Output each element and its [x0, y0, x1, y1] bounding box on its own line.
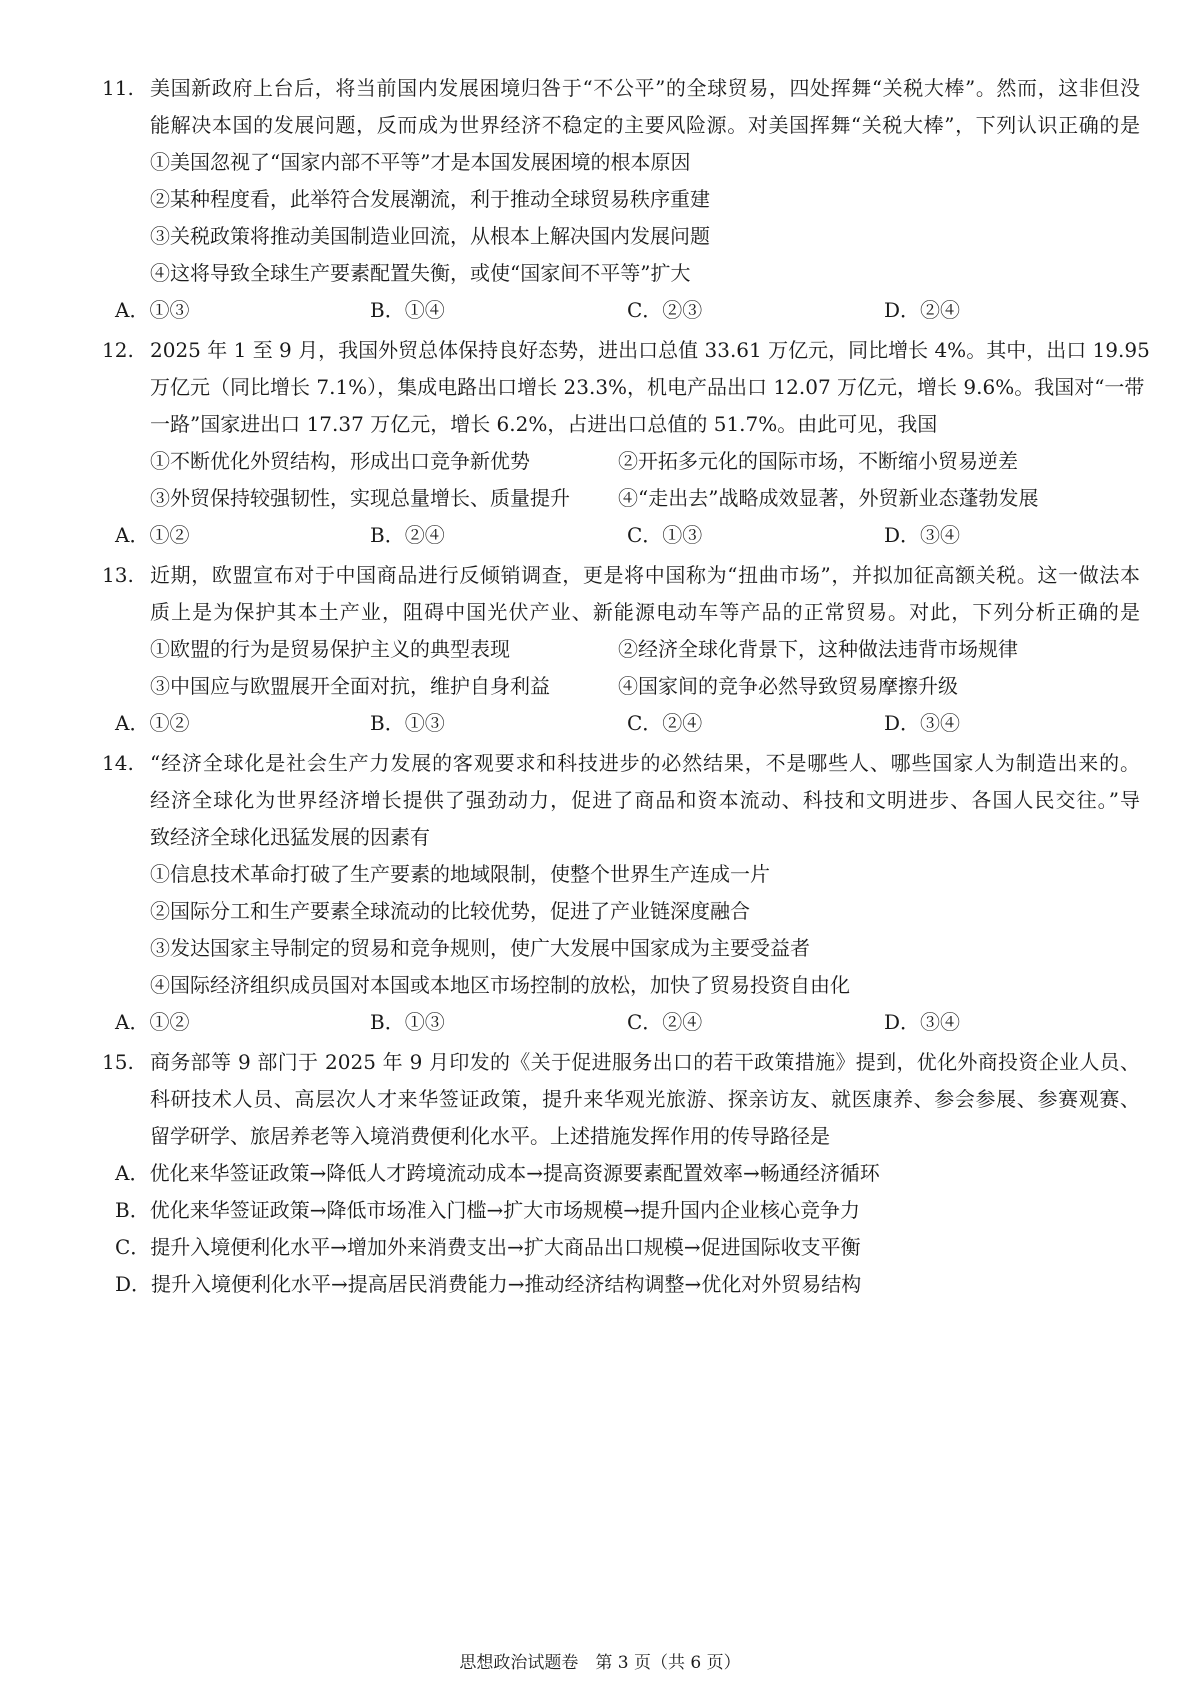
option-b: B．①④: [370, 298, 445, 322]
question-number: 13.: [102, 563, 134, 587]
question-stem-line: 近期，欧盟宣布对于中国商品进行反倾销调查，更是将中国称为“扭曲市场”，并拟加征高额关税。这一做法本: [150, 563, 1140, 587]
option-a: A．①②: [115, 1010, 190, 1034]
question-stem-line: 一路”国家进出口 17.37 万亿元，增长 6.2%，占进出口总值的 51.7%。由此可见，我国: [150, 412, 938, 436]
option-b: B．①③: [370, 711, 445, 735]
statement: ③中国应与欧盟展开全面对抗，维护自身利益: [150, 674, 550, 698]
option-c: C．①③: [627, 523, 703, 547]
question-stem-line: 经济全球化为世界经济增长提供了强劲动力，促进了商品和资本流动、科技和文明进步、各国人民交往。”导: [150, 788, 1140, 812]
question-stem-line: 留学研学、旅居养老等入境消费便利化水平。上述措施发挥作用的传导路径是: [150, 1124, 830, 1148]
question-stem-line: 科研技术人员、高层次人才来华签证政策，提升来华观光旅游、探亲访友、就医康养、参会参展、参赛观赛、: [150, 1087, 1140, 1111]
option-d: D．提升入境便利化水平→提高居民消费能力→推动经济结构调整→优化对外贸易结构: [115, 1272, 862, 1296]
option-d: D．③④: [884, 523, 961, 547]
statement: ③关税政策将推动美国制造业回流，从根本上解决国内发展问题: [150, 224, 710, 248]
statement: ①美国忽视了“国家内部不平等”才是本国发展困境的根本原因: [150, 150, 691, 174]
question-number: 14.: [102, 751, 134, 775]
option-b: B．优化来华签证政策→降低市场准入门槛→扩大市场规模→提升国内企业核心竞争力: [115, 1198, 860, 1222]
question-stem-line: 能解决本国的发展问题，反而成为世界经济不稳定的主要风险源。对美国挥舞“关税大棒”，下列认识正确的是: [150, 113, 1140, 137]
option-a: A．①②: [115, 523, 190, 547]
statement: ④“走出去”战略成效显著，外贸新业态蓬勃发展: [618, 486, 1039, 510]
option-d: D．③④: [884, 1010, 961, 1034]
option-c: C．提升入境便利化水平→增加外来消费支出→扩大商品出口规模→促进国际收支平衡: [115, 1235, 861, 1259]
statement: ③外贸保持较强韧性，实现总量增长、质量提升: [150, 486, 570, 510]
question-stem-line: 万亿元（同比增长 7.1%），集成电路出口增长 23.3%，机电产品出口 12.07 万亿元，增长 9.6%。我国对“一带: [150, 375, 1145, 399]
option-a: A．①②: [115, 711, 190, 735]
statement: ④国家间的竞争必然导致贸易摩擦升级: [618, 674, 958, 698]
statement: ④这将导致全球生产要素配置失衡，或使“国家间不平等”扩大: [150, 261, 691, 285]
question-stem-line: 2025 年 1 至 9 月，我国外贸总体保持良好态势，进出口总值 33.61 万亿元，同比增长 4%。其中，出口 19.95: [150, 338, 1150, 362]
option-b: B．①③: [370, 1010, 445, 1034]
statement: ②国际分工和生产要素全球流动的比较优势，促进了产业链深度融合: [150, 899, 750, 923]
page-footer: 思想政治试题卷 第 3 页（共 6 页）: [459, 1653, 741, 1673]
option-b: B．②④: [370, 523, 445, 547]
question-number: 12.: [102, 338, 134, 362]
statement: ④国际经济组织成员国对本国或本地区市场控制的放松，加快了贸易投资自由化: [150, 973, 850, 997]
question-stem-line: 商务部等 9 部门于 2025 年 9 月印发的《关于促进服务出口的若干政策措施》提到，优化外商投资企业人员、: [150, 1050, 1140, 1074]
option-a: A．①③: [115, 298, 190, 322]
statement: ③发达国家主导制定的贸易和竞争规则，使广大发展中国家成为主要受益者: [150, 936, 810, 960]
question-stem-line: 质上是为保护其本土产业，阻碍中国光伏产业、新能源电动车等产品的正常贸易。对此，下列分析正确的是: [150, 600, 1140, 624]
option-d: D．③④: [884, 711, 961, 735]
question-number: 15.: [102, 1050, 134, 1074]
question-stem-line: “经济全球化是社会生产力发展的客观要求和科技进步的必然结果，不是哪些人、哪些国家人为制造出来的。: [150, 751, 1140, 775]
option-c: C．②④: [627, 711, 703, 735]
statement: ②经济全球化背景下，这种做法违背市场规律: [618, 637, 1018, 661]
question-stem-line: 美国新政府上台后，将当前国内发展困境归咎于“不公平”的全球贸易，四处挥舞“关税大棒”。然而，这非但没: [150, 76, 1140, 100]
statement: ②开拓多元化的国际市场，不断缩小贸易逆差: [618, 449, 1018, 473]
option-a: A．优化来华签证政策→降低人才跨境流动成本→提高资源要素配置效率→畅通经济循环: [115, 1161, 880, 1185]
question-number: 11.: [102, 76, 134, 100]
question-stem-line: 致经济全球化迅猛发展的因素有: [150, 825, 430, 849]
option-c: C．②③: [627, 298, 703, 322]
option-c: C．②④: [627, 1010, 703, 1034]
option-d: D．②④: [884, 298, 961, 322]
statement: ①欧盟的行为是贸易保护主义的典型表现: [150, 637, 510, 661]
statement: ①不断优化外贸结构，形成出口竞争新优势: [150, 449, 530, 473]
statement: ②某种程度看，此举符合发展潮流，利于推动全球贸易秩序重建: [150, 187, 710, 211]
statement: ①信息技术革命打破了生产要素的地域限制，使整个世界生产连成一片: [150, 862, 770, 886]
